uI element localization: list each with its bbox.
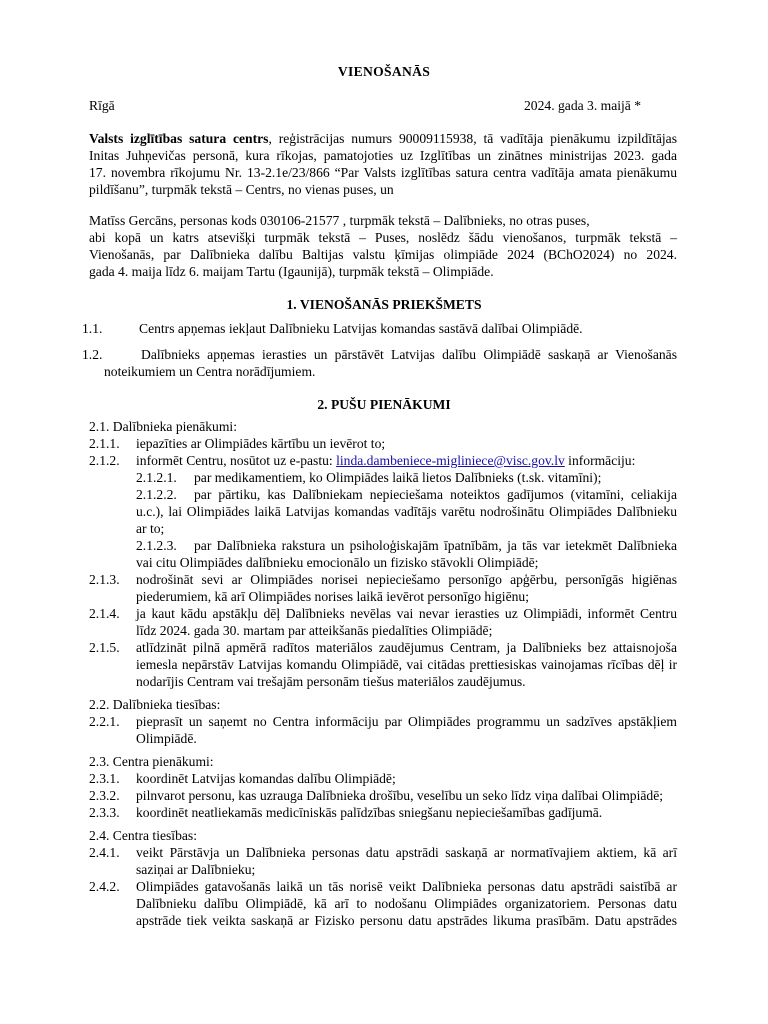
email-link[interactable]: linda.dambeniece-migliniece@visc.gov.lv <box>336 453 565 468</box>
item-2-1-5-number: 2.1.5. <box>89 640 120 655</box>
party2-line3: Vienošanās, par Dalībnieka dalību Baltijas valstu ķīmijas olimpiāde 2024 (BChO2024) no 2024. <box>89 247 677 262</box>
item-1-1-text: Centrs apņemas iekļaut Dalībnieku Latvijas komandas sastāvā dalībai Olimpiādē. <box>139 321 583 336</box>
item-2-1-1-number: 2.1.1. <box>89 436 120 451</box>
item-2-3-3-number: 2.3.3. <box>89 805 120 820</box>
item-2-1-5-line2: iemesla nepārstāv Latvijas komandu Olimpiādē, vai citādas prettiesiskas vainojamas rīcības dēļ ir <box>136 657 677 672</box>
item-2-1-3-line2: piederumiem, kā arī Olimpiādes norises laikā ievērot personīgo higiēnu; <box>136 589 529 604</box>
item-2-1-2-2-line1: par pārtiku, kas Dalībniekam nepieciešama noteiktos gadījumos (vitamīni, celiakija <box>194 487 677 502</box>
item-2-4-1-number: 2.4.1. <box>89 845 120 860</box>
item-2-4-2-number: 2.4.2. <box>89 879 120 894</box>
item-2-3-2-number: 2.3.2. <box>89 788 120 803</box>
party1-line2: Initas Juhņevičas personā, kura rīkojas, pamatojoties uz Izglītības un zinātnes ministrijas 2023. gada <box>89 148 677 163</box>
item-2-1-2-1-number: 2.1.2.1. <box>136 470 177 485</box>
item-2-1-2-text: informēt Centru, nosūtot uz e-pastu: linda.dambeniece-migliniece@visc.gov.lv informāciju: <box>136 453 636 468</box>
item-2-1-2-3-line1: par Dalībnieka rakstura un psiholoģiskajām īpatnībām, ja tās var ietekmēt Dalībnieka <box>194 538 677 553</box>
item-2-1-2-3-line2: vai citu Olimpiādes dalībnieku emocionālo un fizisko stāvokli Olimpiādē; <box>136 555 539 570</box>
item-2-4-2-line2: Dalībnieku dalību Olimpiādē, kā arī to nodošanu Olimpiādes organizatoriem. Personas datu <box>136 896 677 911</box>
section2-heading: 2. PUŠU PIENĀKUMI <box>317 397 451 412</box>
item-2-3-1-text: koordinēt Latvijas komandas dalību Olimpiādē; <box>136 771 396 786</box>
party1-name: Valsts izglītības satura centrs <box>89 131 269 146</box>
party1-line1: Valsts izglītības satura centrs, reģistrācijas numurs 90009115938, tā vadītāja pienākumu izpildītājas <box>89 131 677 146</box>
item-2-1-3-number: 2.1.3. <box>89 572 120 587</box>
item-2-1-1-text: iepazīties ar Olimpiādes kārtību un ievērot to; <box>136 436 386 451</box>
item-2-2-1-line1: pieprasīt un saņemt no Centra informāciju par Olimpiādes programmu un sadzīves apstākļiem <box>136 714 677 729</box>
subsection-2-1-label: 2.1. Dalībnieka pienākumi: <box>89 419 237 434</box>
subsection-2-2-label: 2.2. Dalībnieka tiesības: <box>89 697 221 712</box>
party1-line3: 17. novembra rīkojumu Nr. 13-2.1e/23/866 “Par Valsts izglītības satura centra vadītāja amata pienākumu <box>89 165 677 180</box>
item-2-3-1-number: 2.3.1. <box>89 771 120 786</box>
subsection-2-3-label: 2.3. Centra pienākumi: <box>89 754 214 769</box>
item-1-2-line1: Dalībnieks apņemas ierasties un pārstāvēt Latvijas dalību Olimpiādē saskaņā ar Vienošanās <box>141 347 677 362</box>
item-1-2-line2: noteikumiem un Centra norādījumiem. <box>104 364 316 379</box>
party2-line4: gada 4. maija līdz 6. maijam Tartu (Igaunijā), turpmāk tekstā – Olimpiāde. <box>89 264 494 279</box>
item-2-2-1-line2: Olimpiādē. <box>136 731 197 746</box>
item-2-1-3-line1: nodrošināt sevi ar Olimpiādes norisei nepieciešamo personīgo apģērbu, personīgās higiēnas <box>136 572 677 587</box>
subsection-2-4-label: 2.4. Centra tiesības: <box>89 828 197 843</box>
item-2-3-3-text: koordinēt neatliekamās medicīniskās palīdzības sniegšanu nepieciešamības gadījumā. <box>136 805 603 820</box>
item-2-4-2-line3: apstrāde tiek veikta saskaņā ar Fizisko personu datu apstrādes likuma prasībām. Datu apstrādes <box>136 913 677 928</box>
item-2-1-4-line2: līdz 2024. gada 30. martam par atteikšanās piedalīties Olimpiādē; <box>136 623 493 638</box>
party2-line1: Matīss Gercāns, personas kods 030106-21577 , turpmāk tekstā – Dalībnieks, no otras puses, <box>89 213 590 228</box>
item-2-1-4-line1: ja kaut kādu apstākļu dēļ Dalībnieks nevēlas vai nevar ierasties uz Olimpiādi, informēt Centru <box>136 606 677 621</box>
item-2-1-4-number: 2.1.4. <box>89 606 120 621</box>
item-2-1-2-1-text: par medikamentiem, ko Olimpiādes laikā lietos Dalībnieks (t.sk. vitamīni); <box>194 470 602 485</box>
item-2-1-5-line3: nodarījis Centram vai trešajām personām tiešus materiālos zaudējumus. <box>136 674 526 689</box>
document-title: VIENOŠANĀS <box>337 64 431 79</box>
item-2-3-2-text: pilnvarot personu, kas uzrauga Dalībnieka drošību, veselību un seko līdz viņa dalībai Olimpiādē; <box>136 788 664 803</box>
item-2-1-2-2-line2: u.c.), lai Olimpiādes laikā Latvijas komandas vadītājs varētu nodrošinātu Olimpiādes Dalībnieku <box>136 504 677 519</box>
item-2-4-1-line1: veikt Pārstāvja un Dalībnieka personas datu apstrādi saskaņā ar normatīvajiem aktiem, kā arī <box>136 845 677 860</box>
item-1-2-number: 1.2. <box>82 347 103 362</box>
document-place: Rīgā <box>89 98 115 113</box>
item-2-4-2-line1: Olimpiādes gatavošanās laikā un tās norisē veikt Dalībnieka personas datu apstrādi saistībā ar <box>136 879 677 894</box>
item-2-1-5-line1: atlīdzināt pilnā apmērā radītos materiālos zaudējumus Centram, ja Dalībnieks bez attaisnojoša <box>136 640 677 655</box>
item-1-1-number: 1.1. <box>82 321 103 336</box>
party1-line4: pildīšanu”, turpmāk tekstā – Centrs, no vienas puses, un <box>89 182 394 197</box>
item-2-2-1-number: 2.2.1. <box>89 714 120 729</box>
item-2-1-2-2-line3: ar to; <box>136 521 165 536</box>
item-2-1-2-2-number: 2.1.2.2. <box>136 487 177 502</box>
item-2-1-2-3-number: 2.1.2.3. <box>136 538 177 553</box>
party2-line2: abi kopā un katrs atsevišķi turpmāk tekstā – Puses, noslēdz šādu vienošanos, turpmāk tekstā – <box>89 230 677 245</box>
item-2-1-2-number: 2.1.2. <box>89 453 120 468</box>
document-date: 2024. gada 3. maijā * <box>524 98 642 113</box>
item-2-4-1-line2: saziņai ar Dalībnieku; <box>136 862 256 877</box>
section1-heading: 1. VIENOŠANĀS PRIEKŠMETS <box>286 297 482 312</box>
